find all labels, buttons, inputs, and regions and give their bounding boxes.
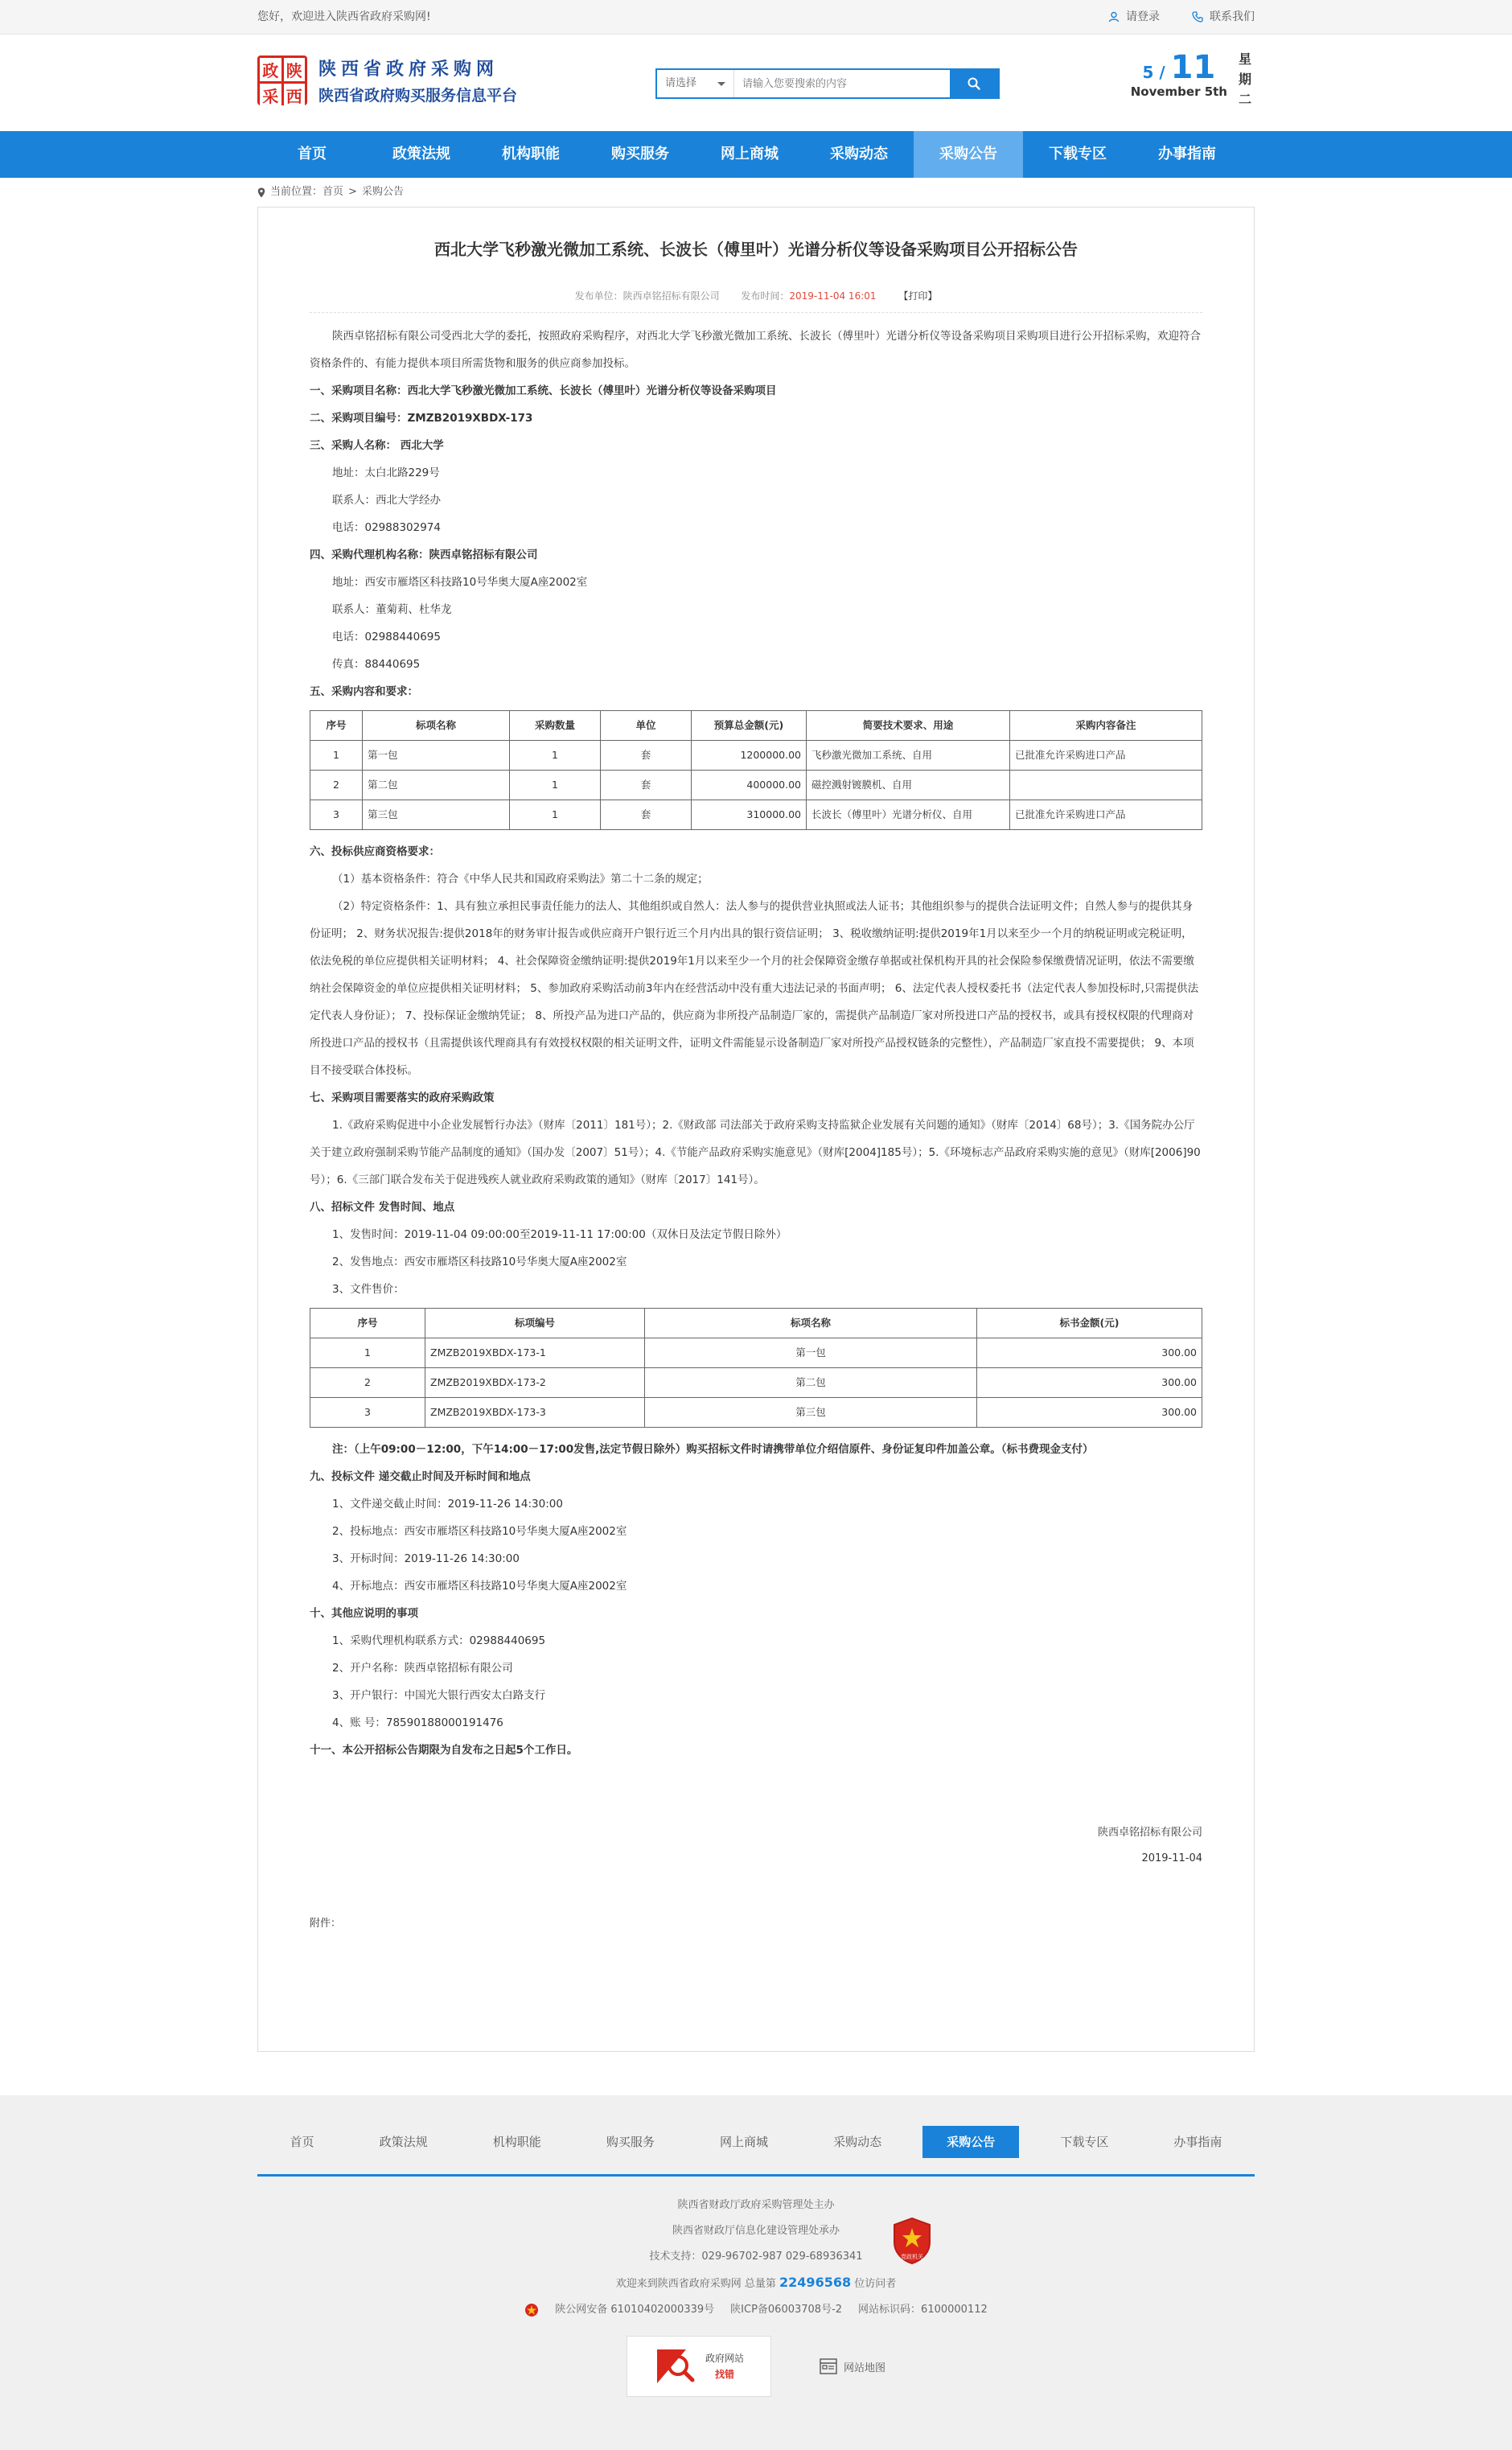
table-row [310, 1398, 1202, 1428]
footer-support: 技术支持：029-96702-987 029-68936341 [649, 2251, 863, 2263]
table-cell [1010, 771, 1202, 800]
party-gov-emblem-icon[interactable] [891, 2217, 933, 2265]
table-cell: 第一包 [645, 1338, 977, 1368]
table-header: 标书金额(元) [977, 1309, 1202, 1338]
signoff [310, 1820, 1202, 1872]
location-pin-icon [257, 187, 265, 198]
logo-mark [257, 55, 307, 105]
date-english: November 5th [1130, 84, 1227, 99]
table-cell: 2 [310, 771, 363, 800]
table-cell: 300.00 [977, 1398, 1202, 1428]
table-header: 标项编号 [425, 1309, 645, 1338]
table-cell: 1 [310, 741, 363, 771]
publish-time: 2019-11-04 16:01 [789, 290, 877, 302]
visit-pre: 欢迎来到陕西省政府采购网 总量第 [615, 2278, 776, 2290]
weekday-char: 星 [1238, 51, 1251, 67]
footer-badges [0, 2336, 1512, 2397]
magnifier-badge-icon [654, 2345, 697, 2388]
agency-contact: 联系人：董菊莉、杜华龙 [332, 603, 452, 616]
footer-nav-announcements[interactable]: 采购公告 [922, 2126, 1019, 2158]
top-bar [0, 0, 1512, 35]
site-logo[interactable] [257, 55, 517, 105]
search-category-select[interactable] [657, 70, 734, 97]
table-cell: ZMZB2019XBDX-173-2 [425, 1368, 645, 1398]
header [0, 35, 1512, 131]
table-cell: 第二包 [645, 1368, 977, 1398]
search-bar [655, 68, 1000, 99]
sale-time: 1、发售时间：2019-11-04 09:00:00至2019-11-11 17:00:00（双休日及法定节假日除外） [332, 1228, 787, 1241]
sale-note: 注：（上午09:00－12:00，下午14:00－17:00发售,法定节假日除外）购买招标文件时请携带单位介绍信原件、身份证复印件加盖公章。（标书费现金支付） [332, 1443, 1094, 1456]
table-row [310, 771, 1202, 800]
table-cell: ZMZB2019XBDX-173-1 [425, 1338, 645, 1368]
table-row [310, 741, 1202, 771]
table-cell: 套 [601, 771, 692, 800]
table-cell: 3 [310, 1398, 425, 1428]
table-header: 单位 [601, 711, 692, 741]
police-badge-icon [524, 2303, 539, 2317]
table-cell: 长波长（傅里叶）光谱分析仪、自用 [807, 800, 1010, 830]
breadcrumb [257, 178, 1255, 207]
table-header-row [310, 711, 1202, 741]
section-heading: 二、采购项目编号：ZMZB2019XBDX-173 [310, 412, 533, 425]
footer-nav-mall[interactable]: 网上商城 [719, 2135, 768, 2149]
nav-item-downloads[interactable]: 下载专区 [1049, 146, 1107, 162]
table-cell: 第一包 [363, 741, 510, 771]
emblem-text: 党政机关 [901, 2254, 923, 2260]
breadcrumb-current[interactable]: 采购公告 [361, 186, 404, 198]
nav-item-services[interactable]: 购买服务 [611, 146, 669, 162]
table-header: 标项名称 [363, 711, 510, 741]
table-cell: 310000.00 [692, 800, 807, 830]
section-heading: 十一、本公开招标公告期限为自发布之日起5个工作日。 [310, 1744, 578, 1757]
table-header: 简要技术要求、用途 [807, 711, 1010, 741]
article-title: 西北大学飞秒激光微加工系统、长波长（傅里叶）光谱分析仪等设备采购项目公开招标公告 [434, 240, 1078, 259]
opening-location: 4、开标地点：西安市雁塔区科技路10号华奥大厦A座2002室 [332, 1580, 627, 1593]
nav-item-mall[interactable]: 网上商城 [721, 146, 779, 162]
table-cell: 已批准允许采购进口产品 [1010, 741, 1202, 771]
table-cell: 磁控溅射镀膜机、自用 [807, 771, 1010, 800]
account-number: 4、账 号：78590188000191476 [332, 1716, 503, 1729]
table-cell: 飞秒激光微加工系统、自用 [807, 741, 1010, 771]
footer-organizer: 陕西省财政厅信息化建设管理处承办 [672, 2225, 840, 2237]
welcome-text: 您好，欢迎进入陕西省政府采购网! [257, 10, 431, 23]
sale-location: 2、发售地点：西安市雁塔区科技路10号华奥大厦A座2002室 [332, 1256, 627, 1268]
table-cell: 3 [310, 800, 363, 830]
nav-item-announcements[interactable]: 采购公告 [914, 131, 1023, 178]
contact-link[interactable] [1192, 0, 1255, 34]
site-name: 陕西省政府采购网 [318, 59, 499, 80]
article-card [257, 207, 1255, 2052]
time-label: 发布时间： [741, 290, 790, 302]
logo-char: 政 [260, 58, 281, 81]
meta-divider [310, 312, 1202, 313]
phone-icon [1192, 11, 1203, 23]
footer-nav-downloads[interactable]: 下载专区 [1060, 2135, 1109, 2149]
section-heading: 七、采购项目需要落实的政府采购政策 [310, 1091, 495, 1104]
purchaser-address: 地址：太白北路229号 [332, 467, 440, 479]
table-header: 序号 [310, 1309, 425, 1338]
footer-nav-policy[interactable]: 政策法规 [379, 2135, 428, 2149]
agency-phone: 电话：02988440695 [332, 631, 441, 643]
weekday-char: 期 [1238, 72, 1251, 87]
breadcrumb-sep: > [348, 186, 357, 198]
login-link[interactable] [1108, 0, 1160, 34]
article-body [310, 323, 1202, 1938]
purchaser-contact: 联系人：西北大学经办 [332, 494, 441, 507]
agency-address: 地址：西安市雁塔区科技路10号华奥大厦A座2002室 [332, 576, 588, 589]
search-button[interactable] [950, 70, 998, 97]
section-heading: 六、投标供应商资格要求： [310, 845, 440, 858]
qualification-basic: （1）基本资格条件：符合《中华人民共和国政府采购法》第二十二条的规定； [332, 873, 709, 886]
nav-item-policy[interactable]: 政策法规 [392, 146, 450, 162]
user-icon [1108, 11, 1120, 23]
badge-top-text: 政府网站 [705, 2353, 744, 2364]
signoff-org: 陕西卓铭招标有限公司 [1097, 1827, 1202, 1839]
bid-deadline: 1、文件递交截止时间：2019-11-26 14:30:00 [332, 1498, 563, 1511]
intro-paragraph: 陕西卓铭招标有限公司受西北大学的委托，按照政府采购程序，对西北大学飞秒激光微加工系统、长波长（傅里叶）光谱分析仪等设备采购项目采购项目进行公开招标采购，欢迎符合资格条件的、有能力提供本项目所需货物和服务的供应商参加投标。 [310, 330, 1201, 370]
section-heading: 一、采购项目名称：西北大学飞秒激光微加工系统、长波长（傅里叶）光谱分析仪等设备采购项目 [310, 384, 777, 397]
policy-paragraph: 1.《政府采购促进中小企业发展暂行办法》（财库〔2011〕181号）；2.《财政部 司法部关于政府采购支持监狱企业发展有关问题的通知》（财库〔2014〕68号）；3.《国务院办公厅关于建立政府强制采购节能产品制度的通知》（国办发〔2007〕51号）；4.《节能产品政府采购实施意见》（财库[2004]185号）；5.《环境标志产品政府采购实施的意见》（财库[2006]90号）；6.《三部门联合发布关于促进残疾人就业政府采购政策的通知》（财库〔2017〕141号）。 [310, 1119, 1201, 1186]
section-heading: 八、招标文件 发售时间、地点 [310, 1201, 455, 1214]
footer [0, 2095, 1512, 2450]
table-cell: 300.00 [977, 1338, 1202, 1368]
footer-nav-services[interactable]: 购买服务 [606, 2135, 655, 2149]
date-widget: 5 / 11 November 5th 星 期 二 [1131, 49, 1255, 121]
agency-contact-info: 1、采购代理机构联系方式：02988440695 [332, 1634, 546, 1647]
section-heading: 五、采购内容和要求： [310, 685, 418, 698]
sale-price-label: 3、文件售价： [332, 1283, 405, 1296]
logo-char: 陕 [284, 58, 306, 81]
table-cell: 1 [510, 800, 601, 830]
police-beian[interactable]: 陕公网安备 61010402000339号 [555, 2304, 715, 2316]
section-heading: 九、投标文件 递交截止时间及开标时间和地点 [310, 1470, 531, 1483]
sitemap-label: 网站地图 [843, 2362, 885, 2374]
table-row [310, 1368, 1202, 1398]
qualification-specific: （2）特定资格条件：1、具有独立承担民事责任能力的法人、其他组织或自然人：法人参与的提供营业执照或法人证书；其他组织参与的提供合法证明文件；自然人参与的提供其身份证明； 2、财务状况报告:提供2018年的财务审计报告或供应商开户银行近三个月内出具的银行资信证明； 3、税收缴纳证明:提供2019年1月以来至少一个月的纳税证明或完税证明，依法免税的单位应提供相关证明材料； 4、社会保障资金缴纳证明:提供2019年1月以来至少一个月的社会保障资金缴存单据或社保机构开具的社会保险参保缴费情况证明，依法不需要缴纳社会保障资金的单位应提供相关证明材料； 5、参加政府采购活动前3年内在经营活动中没有重大违法记录的书面声明； 6、法定代表人授权委托书（法定代表人参加投标时,只需提供法定代表人身份证）； 7、投标保证金缴纳凭证； 8、所投产品为进口产品的，供应商为非所投产品制造厂家的，需提供产品制造厂家对所投进口产品的授权书，或具有授权权限的代理商对所投进口产品的授权书（且需提供该代理商具有有效授权权限的相关证明文件，证明文件需能显示设备制造厂家对所投产品授权链条的完整性），产品制造厂家直投不需要提供； 9、本项目不接受联合体投标。 [310, 900, 1199, 1077]
nav-item-guide[interactable]: 办事指南 [1158, 146, 1216, 162]
nav-item-news[interactable]: 采购动态 [830, 146, 888, 162]
bid-location: 2、投标地点：西安市雁塔区科技路10号华奥大厦A座2002室 [332, 1525, 627, 1538]
table-cell: 第二包 [363, 771, 510, 800]
table-cell: 1 [510, 771, 601, 800]
breadcrumb-label: 当前位置： [270, 186, 323, 198]
table-cell: 第三包 [645, 1398, 977, 1428]
section-heading: 四、采购代理机构名称：陕西卓铭招标有限公司 [310, 549, 538, 561]
logo-char: 西 [284, 84, 306, 107]
footer-nav-home[interactable]: 首页 [290, 2135, 314, 2149]
table-header: 标项名称 [645, 1309, 977, 1338]
publisher-label: 发布单位： [574, 290, 623, 302]
logo-char: 采 [260, 84, 281, 107]
account-bank: 3、开户银行：中国光大银行西安太白路支行 [332, 1689, 546, 1702]
weekday-char: 二 [1238, 92, 1251, 107]
table-row [310, 1338, 1202, 1368]
footer-nav [257, 2095, 1255, 2177]
publisher-value: 陕西卓铭招标有限公司 [622, 290, 720, 302]
table-cell: 1 [510, 741, 601, 771]
date-month: 5 [1142, 63, 1154, 82]
table-cell: 300.00 [977, 1368, 1202, 1398]
table-cell: 第三包 [363, 800, 510, 830]
table-header: 序号 [310, 711, 363, 741]
table-header-row [310, 1309, 1202, 1338]
table-cell: 2 [310, 1368, 425, 1398]
badge-bottom-text: 找错 [714, 2369, 734, 2380]
table-cell: 1200000.00 [692, 741, 807, 771]
document-price-table [310, 1308, 1202, 1428]
account-name: 2、开户名称：陕西卓铭招标有限公司 [332, 1662, 513, 1675]
table-cell: 1 [310, 1338, 425, 1368]
opening-time: 3、开标时间：2019-11-26 14:30:00 [332, 1552, 520, 1565]
table-header: 预算总金额(元) [692, 711, 807, 741]
report-error-badge[interactable] [627, 2336, 771, 2397]
nav-item-home[interactable]: 首页 [298, 146, 327, 162]
search-icon [967, 76, 981, 91]
visit-count: 22496568 [779, 2275, 852, 2290]
login-label: 请登录 [1126, 10, 1160, 23]
sitemap-link[interactable] [820, 2358, 885, 2374]
search-input[interactable] [734, 70, 950, 97]
sitemap-icon [820, 2358, 837, 2374]
attachments: 附件： [310, 1918, 342, 1930]
footer-registration [0, 2297, 1512, 2323]
footer-nav-news[interactable]: 采购动态 [833, 2135, 882, 2149]
nav-item-institutions[interactable]: 机构职能 [502, 146, 560, 162]
agency-fax: 传真：88440695 [332, 658, 421, 671]
table-cell: 已批准允许采购进口产品 [1010, 800, 1202, 830]
site-code: 网站标识码：6100000112 [858, 2304, 988, 2316]
table-header: 采购内容备注 [1010, 711, 1202, 741]
main-nav [0, 131, 1512, 178]
visitor-counter [0, 2270, 1512, 2297]
section-heading: 三、采购人名称： 西北大学 [310, 439, 444, 452]
date-day: 11 [1170, 49, 1216, 86]
contact-label: 联系我们 [1210, 10, 1255, 23]
footer-host: 陕西省财政厅政府采购管理处主办 [677, 2199, 835, 2211]
weekday [1235, 49, 1255, 121]
footer-info [0, 2193, 1512, 2323]
table-cell: 套 [601, 741, 692, 771]
visit-post: 位访问者 [854, 2278, 897, 2290]
site-subtitle: 陕西省政府购买服务信息平台 [318, 87, 518, 105]
print-button[interactable]: 【打印】 [898, 290, 938, 302]
icp-beian[interactable]: 陕ICP备06003708号-2 [730, 2304, 843, 2316]
table-cell: 套 [601, 800, 692, 830]
article-meta [310, 289, 1202, 302]
signoff-date: 2019-11-04 [1141, 1852, 1202, 1864]
table-cell: 400000.00 [692, 771, 807, 800]
table-cell: ZMZB2019XBDX-173-3 [425, 1398, 645, 1428]
section-heading: 十、其他应说明的事项 [310, 1607, 418, 1620]
purchaser-phone: 电话：02988302974 [332, 521, 441, 534]
procurement-table [310, 710, 1202, 830]
table-header: 采购数量 [510, 711, 601, 741]
footer-nav-institutions[interactable]: 机构职能 [492, 2135, 541, 2149]
chevron-down-icon [717, 82, 725, 86]
table-row [310, 800, 1202, 830]
footer-nav-guide[interactable]: 办事指南 [1173, 2135, 1222, 2149]
search-select-label: 请选择 [665, 77, 697, 89]
breadcrumb-home[interactable]: 首页 [323, 186, 344, 198]
